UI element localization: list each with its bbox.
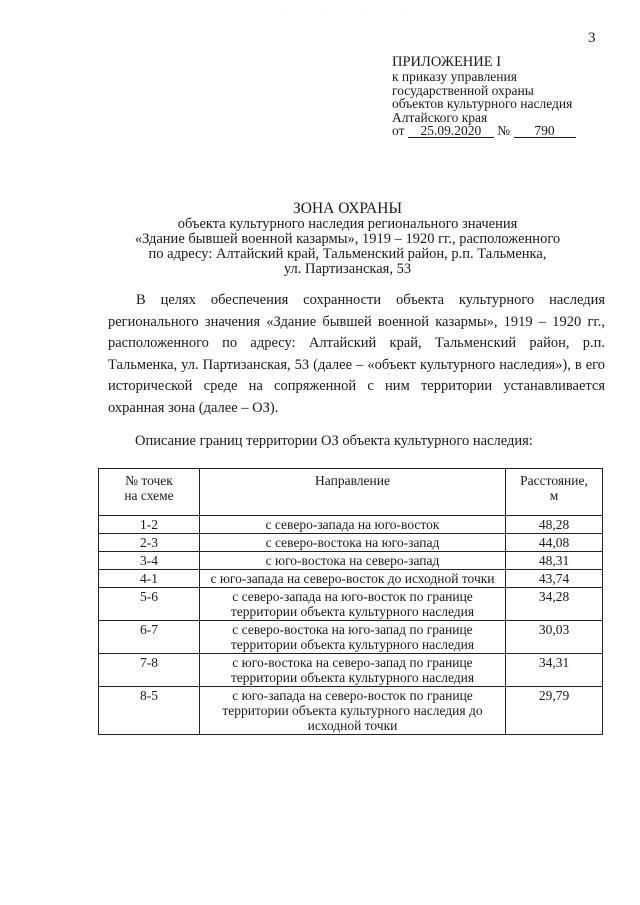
table-caption: Описание границ территории ОЗ объекта культурного наследия:	[135, 433, 533, 449]
header-distance-line1: Расстояние,	[520, 473, 588, 488]
cell-direction: с северо-востока на юго-запад по границе территории объекта культурного наследия	[200, 621, 506, 654]
cell-distance: 48,28	[506, 516, 603, 534]
cell-points: 1-2	[99, 516, 200, 534]
title-main: ЗОНА ОХРАНЫ	[293, 200, 402, 217]
table-header-row	[99, 469, 603, 516]
cell-direction: с юго-востока на северо-запад по границе территории объекта культурного наследия	[200, 654, 506, 687]
cell-direction: с юго-запада на северо-восток до исходной точки	[200, 570, 506, 588]
cell-distance: 44,08	[506, 534, 603, 552]
order-number: 790	[514, 124, 576, 138]
appendix-line: государственной охраны	[392, 82, 534, 98]
title-line: ул. Партизанская, 53	[283, 261, 412, 277]
cell-points: 3-4	[99, 552, 200, 570]
appendix-line: Алтайского края	[392, 109, 488, 125]
title-line: «Здание бывшей военной казармы», 1919 – 1920 гг., расположенного	[134, 231, 561, 247]
cell-distance: 29,79	[506, 687, 603, 735]
cell-direction: с северо-запада на юго-восток	[200, 516, 506, 534]
cell-direction: с юго-запада на северо-восток по границе территории объекта культурного наследия до исходной точки	[200, 687, 506, 735]
cell-points: 2-3	[99, 534, 200, 552]
appendix-line: к приказу управления	[392, 69, 517, 84]
table-row	[99, 516, 603, 534]
page-number: 3	[588, 30, 596, 46]
cell-points: 5-6	[99, 588, 200, 621]
body-paragraph: В целях обеспечения сохранности объекта культурного наследия регионального значения «Здание бывшей военной казармы», 1919 – 1920 гг., расположенного по адресу: Алтайский край, Тальменский район, р.п. Тальменка, ул. Партизанская, 53 (далее – «объект культурного наследия»), в его исторической среде на сопряженной с ним территории устанавливается охранная зона (далее – ОЗ).	[108, 292, 605, 416]
header-distance-line2: м	[549, 488, 559, 503]
cell-distance: 34,28	[506, 588, 603, 621]
cell-points: 6-7	[99, 621, 200, 654]
cell-distance: 34,31	[506, 654, 603, 687]
table-row	[99, 534, 603, 552]
table-row	[99, 621, 603, 654]
cell-direction: с юго-востока на северо-запад	[200, 552, 506, 570]
table-row	[99, 570, 603, 588]
title-line: объекта культурного наследия регионального значения	[177, 216, 518, 232]
appendix-line: объектов культурного наследия	[392, 96, 573, 111]
cell-direction: с северо-востока на юго-запад	[200, 534, 506, 552]
table-row	[99, 654, 603, 687]
scan-specks: · · · ·	[285, 6, 424, 12]
header-direction: Направление	[200, 469, 506, 516]
header-points	[99, 469, 200, 516]
table-row	[99, 588, 603, 621]
cell-direction: с северо-запада на юго-восток по границе территории объекта культурного наследия	[200, 588, 506, 621]
header-points-line2: на схеме	[124, 488, 174, 503]
appendix-heading: ПРИЛОЖЕНИЕ I	[392, 54, 502, 70]
cell-points: 8-5	[99, 687, 200, 735]
cell-distance: 30,03	[506, 621, 603, 654]
cell-points: 7-8	[99, 654, 200, 687]
boundary-table	[98, 468, 603, 735]
cell-distance: 48,31	[506, 552, 603, 570]
appendix-block	[392, 55, 622, 138]
date-prefix: от	[392, 123, 405, 138]
table-row	[99, 687, 603, 735]
table-row	[99, 552, 603, 570]
number-sign: №	[497, 123, 511, 138]
appendix-date-line	[392, 124, 622, 138]
cell-distance: 43,74	[506, 570, 603, 588]
document-title	[110, 200, 585, 277]
body-text	[108, 290, 605, 419]
title-line: по адресу: Алтайский край, Тальменский район, р.п. Тальменка,	[148, 246, 547, 262]
cell-points: 4-1	[99, 570, 200, 588]
header-points-line1: № точек	[125, 473, 173, 488]
order-date: 25.09.2020	[408, 124, 494, 138]
header-distance	[506, 469, 603, 516]
